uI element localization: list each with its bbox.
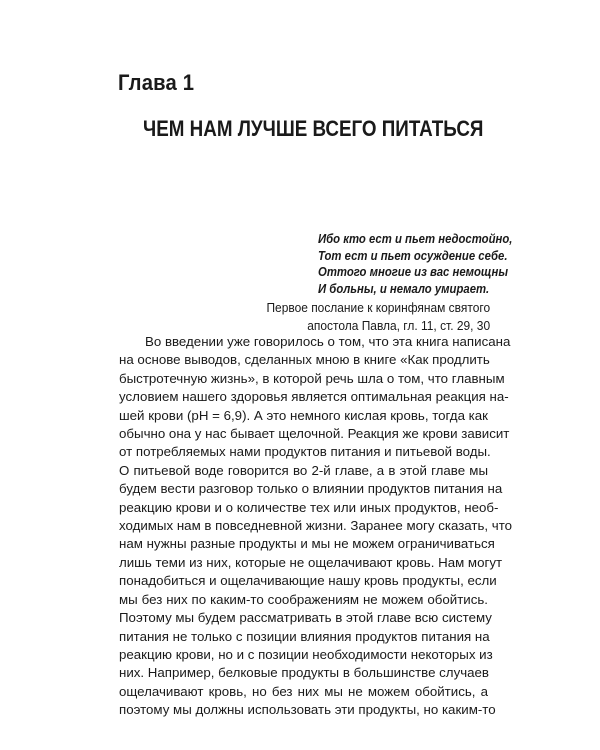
body-line: условием нашего здоровья является оптимальная реакция на- — [119, 389, 509, 405]
body-line: шей крови (рН = 6,9). А это немного кислая кровь, тогда как — [119, 407, 488, 423]
body-line: реакцию крови и о количестве тех или иных продуктов, необ- — [119, 499, 499, 515]
body-line: обычно она у нас бывает щелочной. Реакция же крови зависит — [119, 426, 510, 442]
epigraph-line: Ибо кто ест и пьет недостойно, — [318, 232, 513, 246]
body-line: будем вести разговор только о влиянии продуктов питания на — [119, 481, 503, 497]
epigraph-line: Оттого многие из вас немощны — [318, 265, 509, 279]
body-line: мы без них по каким-то соображениям не можем обойтись. — [119, 591, 488, 607]
body-line: на основе выводов, сделанных мною в книге «Как продлить — [119, 352, 490, 368]
body-line: О питьевой воде говорится во 2-й главе, а в этой главе мы — [119, 462, 488, 478]
body-line: реакцию крови, но и с позиции необходимости некоторых из — [119, 646, 493, 662]
body-line: поэтому мы должны использовать эти продукты, но каким-то — [119, 702, 496, 718]
body-line: лишь теми из них, которые не ощелачивают кровь. Нам могут — [119, 554, 503, 570]
body-line: них. Например, белковые продукты в большинстве случаев — [119, 665, 489, 681]
body-line: быстротечную жизнь», в которой речь шла о том, что главным — [119, 370, 505, 386]
epigraph-line: И больны, и немало умирает. — [318, 281, 490, 296]
body-line: от потребляемых нами продуктов питания и питьевой воды. — [119, 444, 491, 460]
body-line: нам нужны разные продукты и мы не можем ограничиваться — [119, 536, 495, 552]
body-line: питания не только с позиции влияния продуктов питания на — [119, 628, 490, 644]
chapter-title: ЧЕМ НАМ ЛУЧШЕ ВСЕГО ПИТАТЬСЯ — [143, 116, 484, 141]
body-line: понадобиться и ощелачивающие нашу кровь продукты, если — [119, 573, 497, 589]
epigraph-quote — [318, 231, 513, 297]
body-line: Во введении уже говорилось о том, что эта книга написана — [145, 334, 511, 349]
body-line: Поэтому мы будем рассматривать в этой главе всю систему — [119, 610, 492, 626]
attribution-line: апостола Павла, гл. 11, ст. 29, 30 — [307, 318, 490, 333]
chapter-number: Глава 1 — [118, 70, 195, 95]
body-line: ходимых нам в повседневной жизни. Заранее могу сказать, что — [119, 518, 513, 534]
epigraph-attribution — [247, 299, 490, 335]
body-paragraph — [119, 333, 513, 720]
body-line: ощелачивают кровь, но без них мы не можем обойтись, а — [119, 683, 488, 699]
epigraph-line: Тот ест и пьет осуждение себе. — [318, 248, 508, 263]
attribution-line: Первое послание к коринфянам святого — [266, 300, 490, 315]
